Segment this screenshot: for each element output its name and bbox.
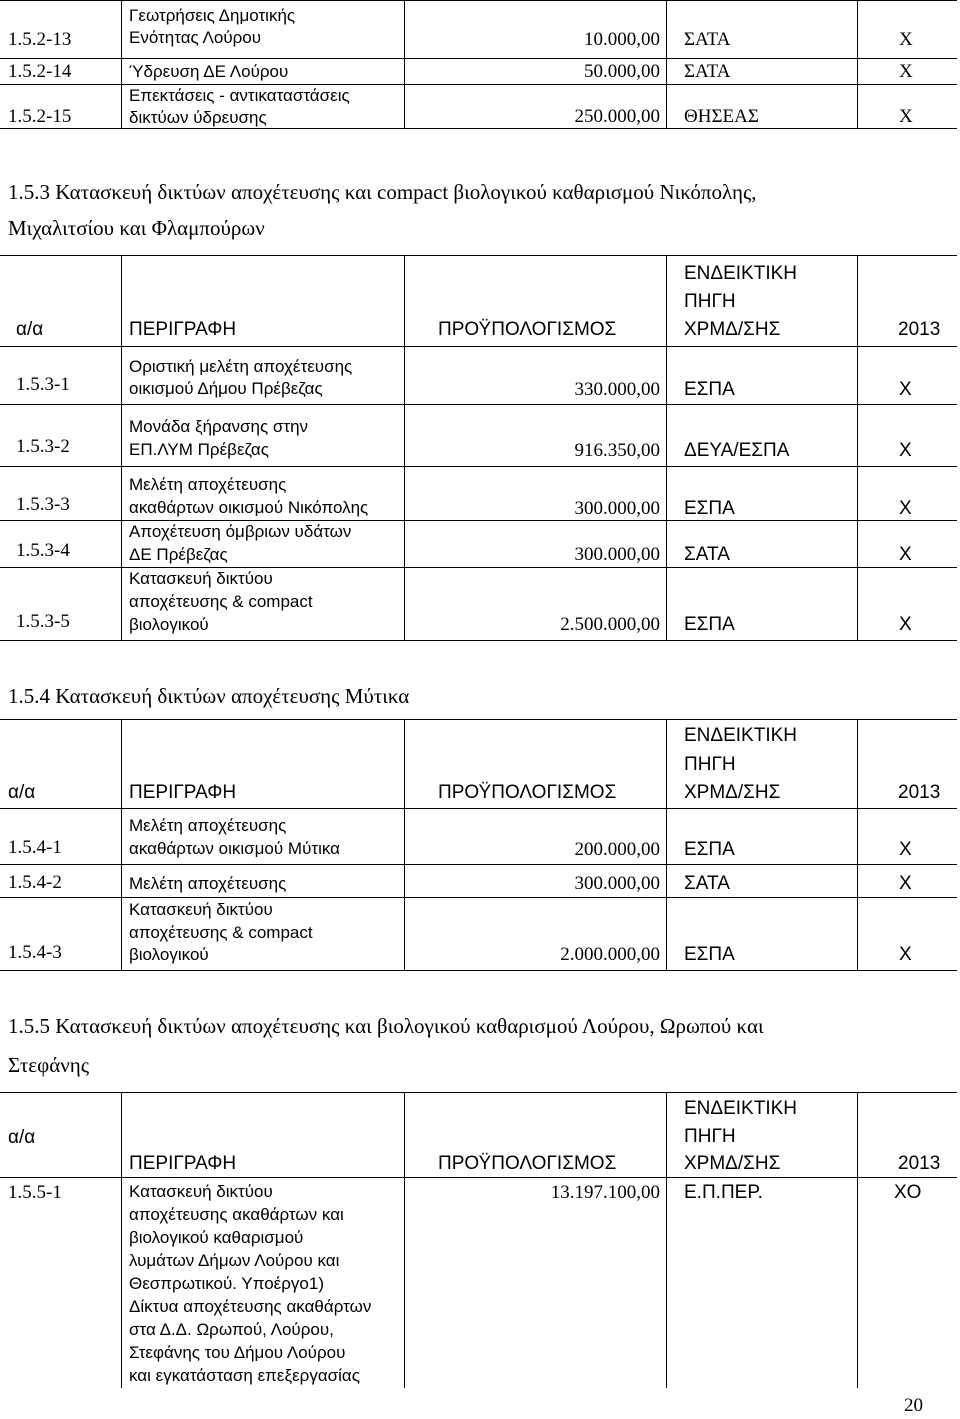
header-description: ΠΕΡΙΓΡΑΦΗ — [129, 782, 237, 803]
row-budget: 916.350,00 — [574, 440, 660, 461]
row-desc-line1: Κατασκευή δικτύου — [129, 569, 273, 588]
row-source: ΔΕΥΑ/ΕΣΠΑ — [684, 440, 790, 461]
header-source-line1: ΕΝΔΕΙΚΤΙΚΗ — [684, 263, 797, 284]
header-year: 2013 — [898, 319, 941, 340]
row-budget: 50.000,00 — [584, 61, 660, 82]
header-budget: ΠΡΟΫΠΟΛΟΓΙΣΜΟΣ — [438, 1153, 617, 1174]
row-source: ΘΗΣΕΑΣ — [684, 106, 759, 127]
row-desc-line3: βιολογικού — [129, 945, 209, 964]
row-year: Χ — [899, 440, 912, 461]
row-source: ΣΑΤΑ — [684, 61, 731, 82]
row-source: ΕΣΠΑ — [684, 379, 735, 400]
row-year: Χ — [899, 29, 913, 50]
row-desc-line1: Οριστική μελέτη αποχέτευσης — [129, 357, 353, 376]
row-source: ΕΣΠΑ — [684, 944, 735, 965]
header-source-line3: ΧΡΜΔ/ΣΗΣ — [684, 782, 781, 803]
row-desc-line: Δίκτυα αποχέτευσης ακαθάρτων — [129, 1297, 372, 1316]
row-desc-line: Κατασκευή δικτύου — [129, 1182, 273, 1201]
row-budget: 200.000,00 — [574, 839, 660, 860]
row-id: 1.5.4-2 — [8, 872, 62, 893]
row-source: ΣΑΤΑ — [684, 29, 731, 50]
row-source: Ε.Π.ΠΕΡ. — [684, 1182, 763, 1203]
header-description: ΠΕΡΙΓΡΑΦΗ — [129, 1153, 237, 1174]
page-number: 20 — [904, 1395, 923, 1416]
row-source: ΕΣΠΑ — [684, 839, 735, 860]
header-source-line3: ΧΡΜΔ/ΣΗΣ — [684, 319, 781, 340]
row-budget: 300.000,00 — [574, 498, 660, 519]
row-desc-line1: Μελέτη αποχέτευσης — [129, 874, 287, 893]
section-title-1-5-3-line2: Μιχαλιτσίου και Φλαμπούρων — [8, 216, 265, 240]
row-budget: 300.000,00 — [574, 873, 660, 894]
row-desc-line1: Επεκτάσεις - αντικαταστάσεις — [129, 86, 350, 105]
row-desc-line2: ακαθάρτων οικισμού Νικόπολης — [129, 498, 369, 517]
row-budget: 330.000,00 — [574, 379, 660, 400]
row-desc-line2: Ενότητας Λούρου — [129, 28, 262, 47]
header-aa: α/α — [8, 1127, 36, 1148]
row-source: ΣΑΤΑ — [684, 544, 730, 565]
row-desc-line1: Μελέτη αποχέτευσης — [129, 816, 287, 835]
row-budget: 300.000,00 — [574, 544, 660, 565]
header-source-line1: ΕΝΔΕΙΚΤΙΚΗ — [684, 1098, 797, 1119]
header-source-line1: ΕΝΔΕΙΚΤΙΚΗ — [684, 725, 797, 746]
row-id: 1.5.3-3 — [16, 494, 70, 515]
row-year: Χ — [899, 614, 912, 635]
row-budget: 13.197.100,00 — [550, 1182, 660, 1203]
row-budget: 10.000,00 — [584, 29, 660, 50]
row-desc-line2: ΕΠ.ΛΥΜ Πρέβεζας — [129, 440, 269, 459]
row-desc-line2: οικισμού Δήμου Πρέβεζας — [129, 379, 323, 398]
row-desc-line: λυμάτων Δήμων Λούρου και — [129, 1251, 340, 1270]
row-desc-line2: δικτύων ύδρευσης — [129, 108, 267, 127]
row-desc-line: Θεσπρωτικού. Υποέργο1) — [129, 1274, 325, 1293]
row-desc-line: αποχέτευσης ακαθάρτων και — [129, 1205, 344, 1224]
row-year: Χ — [899, 498, 912, 519]
row-desc-line: Στεφάνης του Δήμου Λούρου — [129, 1343, 346, 1362]
header-source-line3: ΧΡΜΔ/ΣΗΣ — [684, 1153, 781, 1174]
row-desc-line2: ακαθάρτων οικισμού Μύτικα — [129, 839, 340, 858]
section-title-1-5-5-line2: Στεφάνης — [8, 1053, 90, 1077]
row-source: ΕΣΠΑ — [684, 614, 735, 635]
row-id: 1.5.3-1 — [16, 374, 70, 395]
row-source: ΕΣΠΑ — [684, 498, 735, 519]
row-desc-line1: Αποχέτευση όμβριων υδάτων — [129, 522, 352, 541]
row-year: Χ — [899, 379, 912, 400]
header-source-line2: ΠΗΓΗ — [684, 754, 736, 775]
row-desc-line1: Γεωτρήσεις Δημοτικής — [129, 6, 296, 25]
header-aa: α/α — [16, 319, 44, 340]
row-desc-line: στα Δ.Δ. Ωρωπού, Λούρου, — [129, 1320, 334, 1339]
row-year: Χ — [899, 944, 912, 965]
row-source: ΣΑΤΑ — [684, 873, 730, 894]
header-year: 2013 — [898, 1153, 941, 1174]
header-aa: α/α — [8, 782, 36, 803]
header-description: ΠΕΡΙΓΡΑΦΗ — [129, 319, 237, 340]
row-desc-line2: ΔΕ Πρέβεζας — [129, 545, 228, 564]
row-year: Χ — [899, 544, 912, 565]
header-source-line2: ΠΗΓΗ — [684, 1126, 736, 1147]
header-budget: ΠΡΟΫΠΟΛΟΓΙΣΜΟΣ — [438, 782, 617, 803]
row-id: 1.5.3-2 — [16, 436, 70, 457]
row-id: 1.5.3-4 — [16, 540, 70, 561]
row-id: 1.5.4-1 — [8, 837, 62, 858]
row-desc-line1: Κατασκευή δικτύου — [129, 900, 273, 919]
header-budget: ΠΡΟΫΠΟΛΟΓΙΣΜΟΣ — [438, 319, 617, 340]
row-year: Χ — [899, 873, 912, 894]
row-desc-line2: αποχέτευσης & compact — [129, 592, 313, 611]
row-desc-line1: Ύδρευση ΔΕ Λούρου — [129, 62, 289, 81]
row-year: Χ — [899, 106, 913, 127]
row-id: 1.5.2-14 — [8, 61, 72, 82]
row-year: Χ — [899, 839, 912, 860]
row-budget: 2.500.000,00 — [560, 614, 660, 635]
row-id: 1.5.5-1 — [8, 1182, 62, 1203]
row-year: ΧΟ — [894, 1182, 922, 1203]
row-id: 1.5.2-13 — [8, 29, 72, 50]
row-id: 1.5.4-3 — [8, 942, 62, 963]
section-title-1-5-5-line1: 1.5.5 Κατασκευή δικτύων αποχέτευσης και βιολογικού καθαρισμού Λούρου, Ωρωπού και — [8, 1014, 764, 1038]
row-desc-line: βιολογικού καθαρισμού — [129, 1228, 304, 1247]
row-desc-line1: Μελέτη αποχέτευσης — [129, 475, 287, 494]
row-budget: 250.000,00 — [574, 106, 660, 127]
row-id: 1.5.2-15 — [8, 106, 72, 127]
section-title-1-5-3-line1: 1.5.3 Κατασκευή δικτύων αποχέτευσης και compact βιολογικού καθαρισμού Νικόπολης, — [8, 180, 757, 204]
row-desc-line2: αποχέτευσης & compact — [129, 923, 313, 942]
header-year: 2013 — [898, 782, 941, 803]
row-year: Χ — [899, 61, 913, 82]
row-desc-line1: Μονάδα ξήρανσης στην — [129, 417, 309, 436]
row-desc-line3: βιολογικού — [129, 615, 209, 634]
row-desc-line: και εγκατάσταση επεξεργασίας — [129, 1366, 360, 1385]
row-id: 1.5.3-5 — [16, 611, 70, 632]
row-budget: 2.000.000,00 — [560, 944, 660, 965]
header-source-line2: ΠΗΓΗ — [684, 291, 736, 312]
section-title-1-5-4: 1.5.4 Κατασκευή δικτύων αποχέτευσης Μύτικα — [8, 684, 410, 708]
